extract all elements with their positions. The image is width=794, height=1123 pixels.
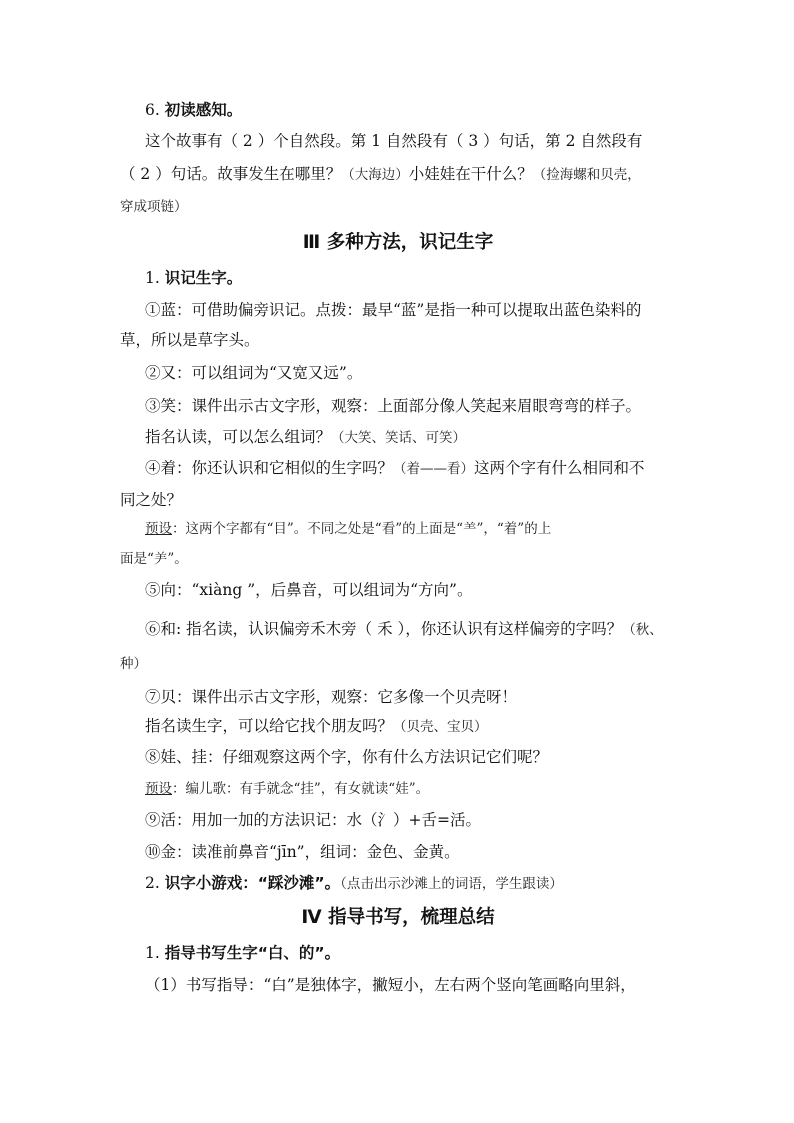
paragraph: ⑤向：“xiàng ”，后鼻音，可以组词为“方向”。 [145, 581, 473, 599]
paragraph-cont: 草，所以是草字头。 [120, 331, 260, 349]
paragraph: ①蓝：可借助偏旁识记。点拨：最早“蓝”是指一种可以提取出蓝色染料的 [145, 301, 642, 319]
preset-note: 预设：编儿歌：有手就念“挂”，有女就读“娃”。 [145, 781, 430, 797]
item-title: 1. 指导书写生字“白、的”。 [145, 944, 341, 962]
paragraph: 指名认读，可以怎么组词？（大笑、笑话、可笑） [145, 428, 467, 446]
paragraph-cont: 种） [120, 656, 147, 672]
item-title: 2. 识字小游戏：“踩沙滩”。（点击出示沙滩上的词语，学生跟读） [145, 874, 563, 892]
paragraph: ③笑：课件出示古文字形，观察：上面部分像人笑起来眉眼弯弯的样子。 [145, 397, 642, 415]
paragraph: ⑧娃、挂：仔细观察这两个字，你有什么方法识记它们呢？ [145, 748, 549, 766]
section-heading-3: Ⅲ 多种方法，识记生字 [302, 232, 494, 253]
preset-note-cont: 面是“⺶”。 [120, 551, 188, 567]
paragraph: 指名读生字，可以给它找个朋友吗？（贝壳、宝贝） [145, 717, 488, 735]
paragraph-cont: （ 2 ）句话。故事发生在哪里？（大海边）小娃娃在干什么？（捡海螺和贝壳， [120, 165, 641, 183]
section-heading-4: Ⅳ 指导书写，梳理总结 [301, 907, 495, 928]
preset-note: 预设：这两个字都有“目”。不同之处是“看”的上面是“⺷”，“着”的上 [145, 521, 552, 537]
item-title: 初读感知。 [164, 101, 243, 119]
item-title: 1. 识记生字。 [145, 269, 243, 287]
paragraph: （1）书写指导：“白”是独体字，撇短小，左右两个竖向笔画略向里斜， [145, 976, 636, 994]
paragraph: ④着：你还认识和它相似的生字吗？（着——看）这两个字有什么相同和不 [145, 459, 645, 477]
paragraph-cont: 穿成项链） [120, 199, 188, 215]
paragraph: ⑥和: 指名读，认识偏旁禾木旁（ 禾 ），你还认识有这样偏旁的字吗？（秋、 [145, 620, 663, 638]
paragraph: ⑩金：读准前鼻音“jīn”，组词：金色、金黄。 [145, 843, 460, 861]
paragraph: 这个故事有（ 2 ）个自然段。第 1 自然段有（ 3 ）句话，第 2 自然段有 [145, 132, 643, 150]
section-item-6: 6. 初读感知。 [145, 101, 243, 119]
paragraph: ⑨活：用加一加的方法识记：水（氵）+舌=活。 [145, 811, 481, 829]
paragraph: ②又：可以组词为“又宽又远”。 [145, 364, 363, 382]
paragraph: ⑦贝：课件出示古文字形，观察：它多像一个贝壳呀！ [145, 688, 518, 706]
paragraph-cont: 同之处？ [120, 491, 183, 509]
